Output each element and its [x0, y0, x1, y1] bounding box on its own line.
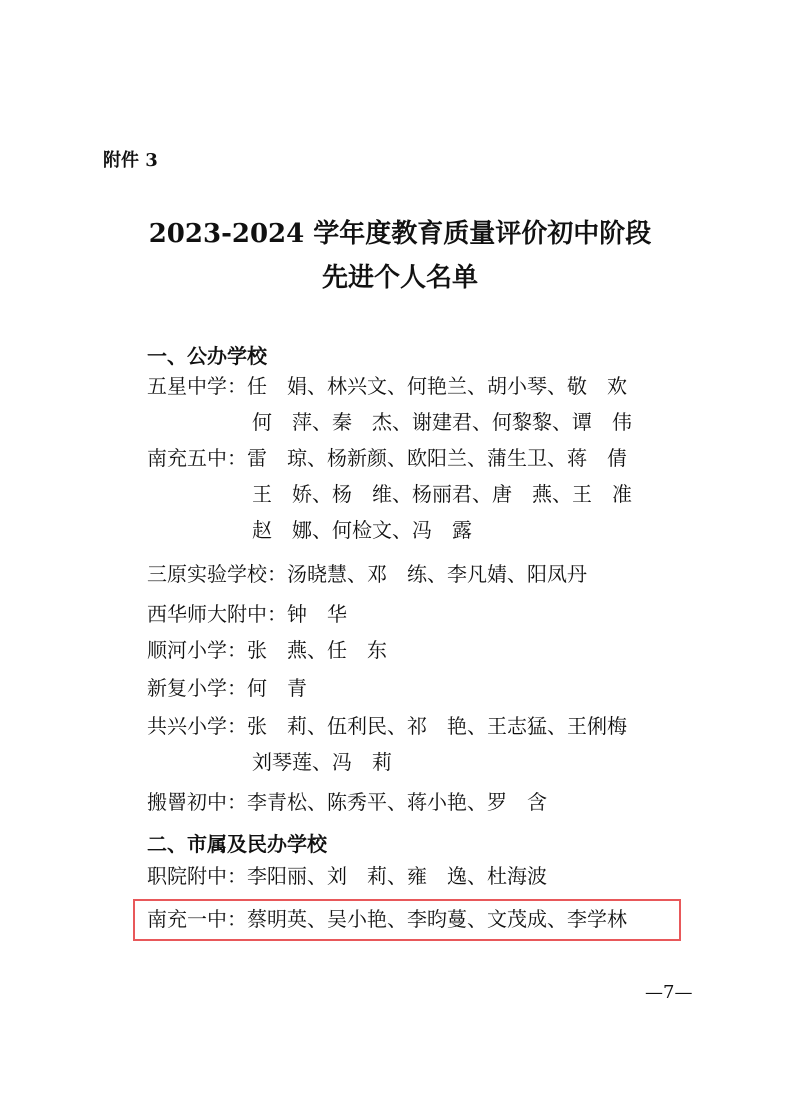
school-label: 三原实验学校：: [147, 562, 287, 586]
name-list: 任 娟、林兴文、何艳兰、胡小琴、敬 欢: [247, 374, 627, 398]
document-title-line-1: 2023-2024 学年度教育质量评价初中阶段: [148, 219, 652, 249]
school-row: [147, 670, 667, 706]
school-label: 西华师大附中：: [147, 602, 287, 626]
school-row: [147, 858, 667, 894]
name-list: 李阳丽、刘 莉、雍 逸、杜海波: [247, 864, 547, 888]
school-row: [147, 440, 667, 476]
school-label: 职院附中：: [147, 864, 247, 888]
document-title-line-2: 先进个人名单: [321, 263, 478, 293]
school-label: 共兴小学：: [147, 714, 247, 738]
school-row: [147, 368, 667, 404]
school-row: [147, 556, 667, 592]
attachment-label: 附件 3: [103, 150, 158, 171]
name-list-continuation: 赵 娜、何检文、冯 露: [252, 518, 472, 542]
school-row-highlighted: [147, 901, 667, 937]
name-list: 张 莉、伍利民、祁 艳、王志猛、王俐梅: [247, 714, 627, 738]
name-list: 张 燕、任 东: [247, 638, 387, 662]
name-list: 汤晓慧、邓 练、李凡婧、阳凤丹: [287, 562, 587, 586]
section-heading-municipal-private: 二、市属及民办学校: [147, 832, 327, 856]
school-row: [147, 784, 667, 820]
name-list: 何 青: [247, 676, 307, 700]
name-list: 钟 华: [287, 602, 347, 626]
name-list: 雷 琼、杨新颜、欧阳兰、蒲生卫、蒋 倩: [247, 446, 627, 470]
school-row: [147, 596, 667, 632]
name-list-continuation: 王 娇、杨 维、杨丽君、唐 燕、王 准: [252, 482, 632, 506]
name-list-continuation: 何 萍、秦 杰、谢建君、何黎黎、谭 伟: [252, 410, 632, 434]
name-list: 李青松、陈秀平、蒋小艳、罗 含: [247, 790, 547, 814]
school-label: 顺河小学：: [147, 638, 247, 662]
school-row: [147, 632, 667, 668]
name-list: 蔡明英、吴小艳、李昀蔓、文茂成、李学林: [247, 907, 627, 931]
section-heading-public: 一、公办学校: [147, 344, 267, 368]
school-label: 五星中学：: [147, 374, 247, 398]
name-list-continuation: 刘琴莲、冯 莉: [252, 750, 392, 774]
school-label: 新复小学：: [147, 676, 247, 700]
school-label: 搬罾初中：: [147, 790, 247, 814]
school-label: 南充五中：: [147, 446, 247, 470]
school-label: 南充一中：: [147, 907, 247, 931]
school-row: [147, 708, 667, 744]
page-number: —7—: [645, 982, 693, 1003]
